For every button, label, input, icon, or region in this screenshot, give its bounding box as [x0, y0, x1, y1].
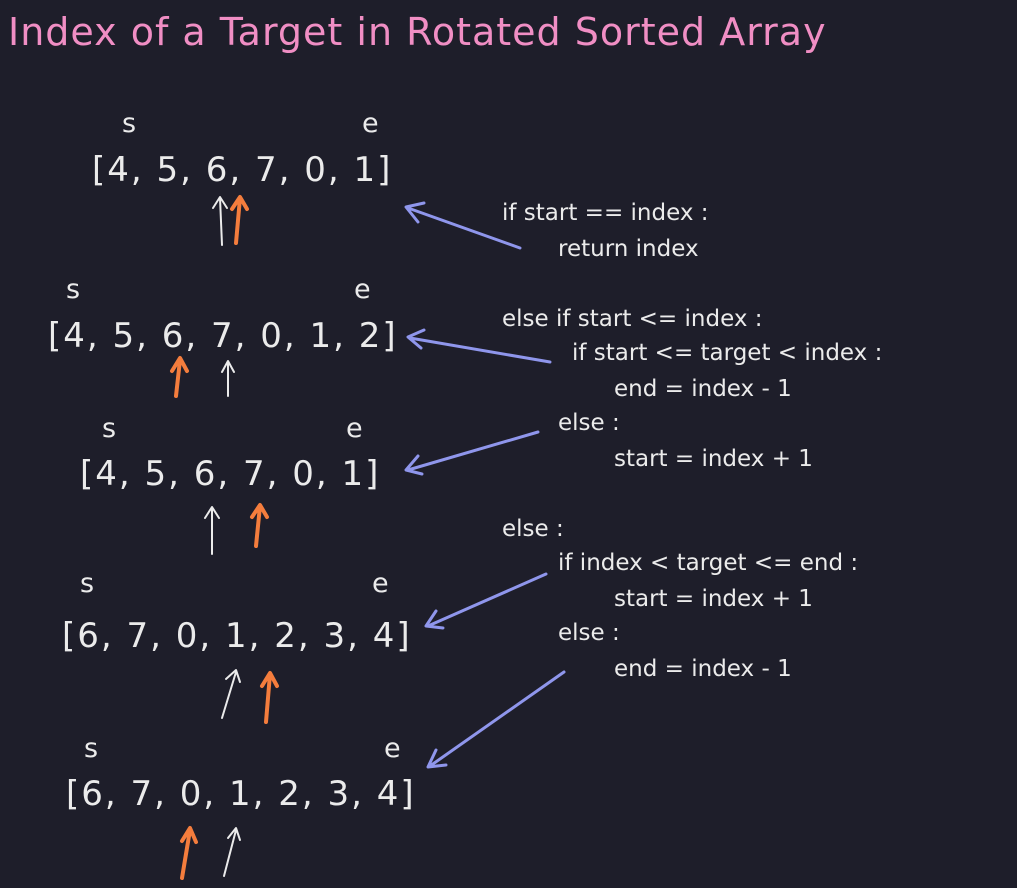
array-example-2: [4, 5, 6, 7, 0, 1, 2] — [48, 316, 398, 356]
code-line: if index < target <= end : — [558, 550, 859, 576]
target-pointer-arrow — [182, 828, 196, 878]
array-example-1: [4, 5, 6, 7, 0, 1] — [92, 150, 393, 190]
code-line: else if start <= index : — [502, 306, 763, 332]
code-line: else : — [558, 410, 620, 436]
code-line: end = index - 1 — [614, 376, 792, 402]
end-label: e — [384, 733, 401, 764]
start-label: s — [84, 733, 99, 764]
target-pointer-arrow — [262, 673, 277, 722]
index-pointer-arrow — [222, 361, 234, 396]
start-label: s — [66, 274, 81, 305]
code-line: start = index + 1 — [614, 586, 813, 612]
end-label: e — [346, 413, 363, 444]
target-pointer-arrow — [232, 197, 247, 243]
connector-arrow — [408, 330, 550, 362]
code-line: start = index + 1 — [614, 446, 813, 472]
array-example-5: [6, 7, 0, 1, 2, 3, 4] — [66, 774, 416, 814]
target-pointer-arrow — [252, 505, 267, 546]
connector-arrow — [428, 672, 564, 767]
code-line: if start <= target < index : — [572, 340, 883, 366]
connector-arrow — [426, 574, 546, 628]
array-example-4: [6, 7, 0, 1, 2, 3, 4] — [62, 616, 412, 656]
start-label: s — [122, 108, 137, 139]
index-pointer-arrow — [213, 197, 227, 245]
start-label: s — [102, 413, 117, 444]
array-example-3: [4, 5, 6, 7, 0, 1] — [80, 454, 381, 494]
end-label: e — [372, 568, 389, 599]
index-pointer-arrow — [205, 507, 219, 554]
code-line: end = index - 1 — [614, 656, 792, 682]
end-label: e — [354, 274, 371, 305]
connector-arrow — [406, 432, 538, 474]
target-pointer-arrow — [172, 358, 187, 396]
code-line: else : — [558, 620, 620, 646]
index-pointer-arrow — [222, 670, 240, 718]
diagram-title: Index of a Target in Rotated Sorted Array — [8, 10, 827, 54]
start-label: s — [80, 568, 95, 599]
connector-arrow — [406, 203, 520, 248]
code-line: if start == index : — [502, 200, 709, 226]
code-line: else : — [502, 516, 564, 542]
end-label: e — [362, 108, 379, 139]
index-pointer-arrow — [224, 828, 240, 876]
code-line: return index — [558, 236, 699, 262]
